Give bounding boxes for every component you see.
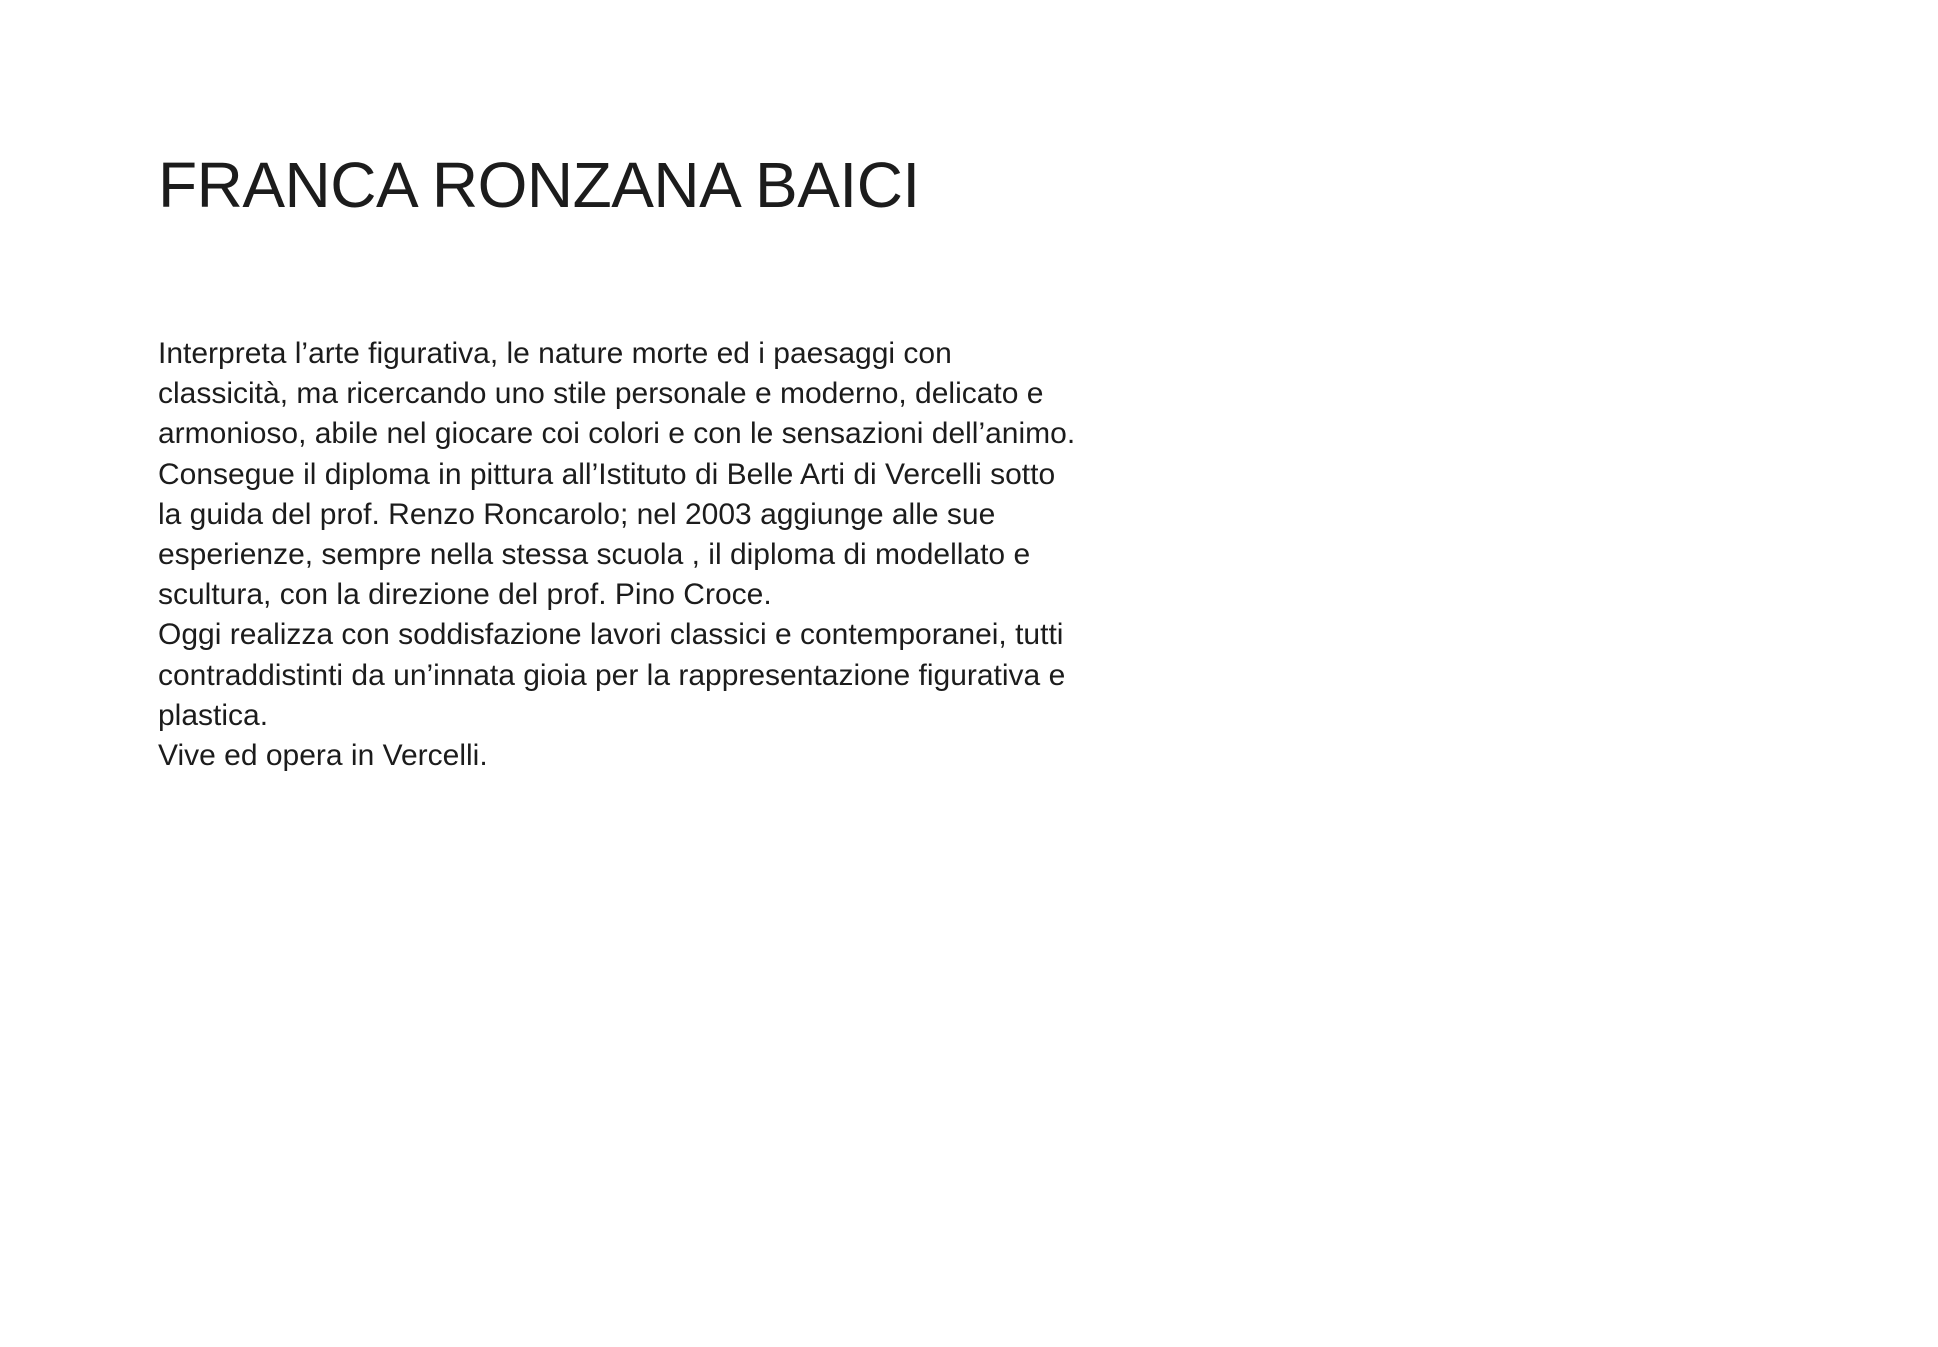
biography-line: contraddistinti da un’innata gioia per la rappresentazione figurativa e	[158, 658, 1066, 692]
biography-line: Oggi realizza con soddisfazione lavori classici e contemporanei, tutti	[158, 618, 1064, 652]
biography-line: la guida del prof. Renzo Roncarolo; nel 2003 aggiunge alle sue	[158, 497, 996, 531]
biography-line: Consegue il diploma in pittura all’Istituto di Belle Arti di Vercelli sotto	[158, 457, 1056, 491]
biography-line: classicità, ma ricercando uno stile personale e moderno, delicato e	[158, 377, 1044, 411]
biography-line: Vive ed opera in Vercelli.	[158, 738, 488, 772]
biography-line: armonioso, abile nel giocare coi colori e con le sensazioni dell’animo.	[158, 417, 1076, 451]
biography-line: Interpreta l’arte figurativa, le nature morte ed i paesaggi con	[158, 337, 952, 370]
artist-name-title: FRANCA RONZANA BAICI	[158, 149, 920, 221]
artist-biography	[158, 334, 1258, 776]
biography-line: scultura, con la direzione del prof. Pino Croce.	[158, 578, 772, 612]
biography-line: plastica.	[158, 698, 269, 732]
biography-line: esperienze, sempre nella stessa scuola , il diploma di modellato e	[158, 537, 1031, 571]
